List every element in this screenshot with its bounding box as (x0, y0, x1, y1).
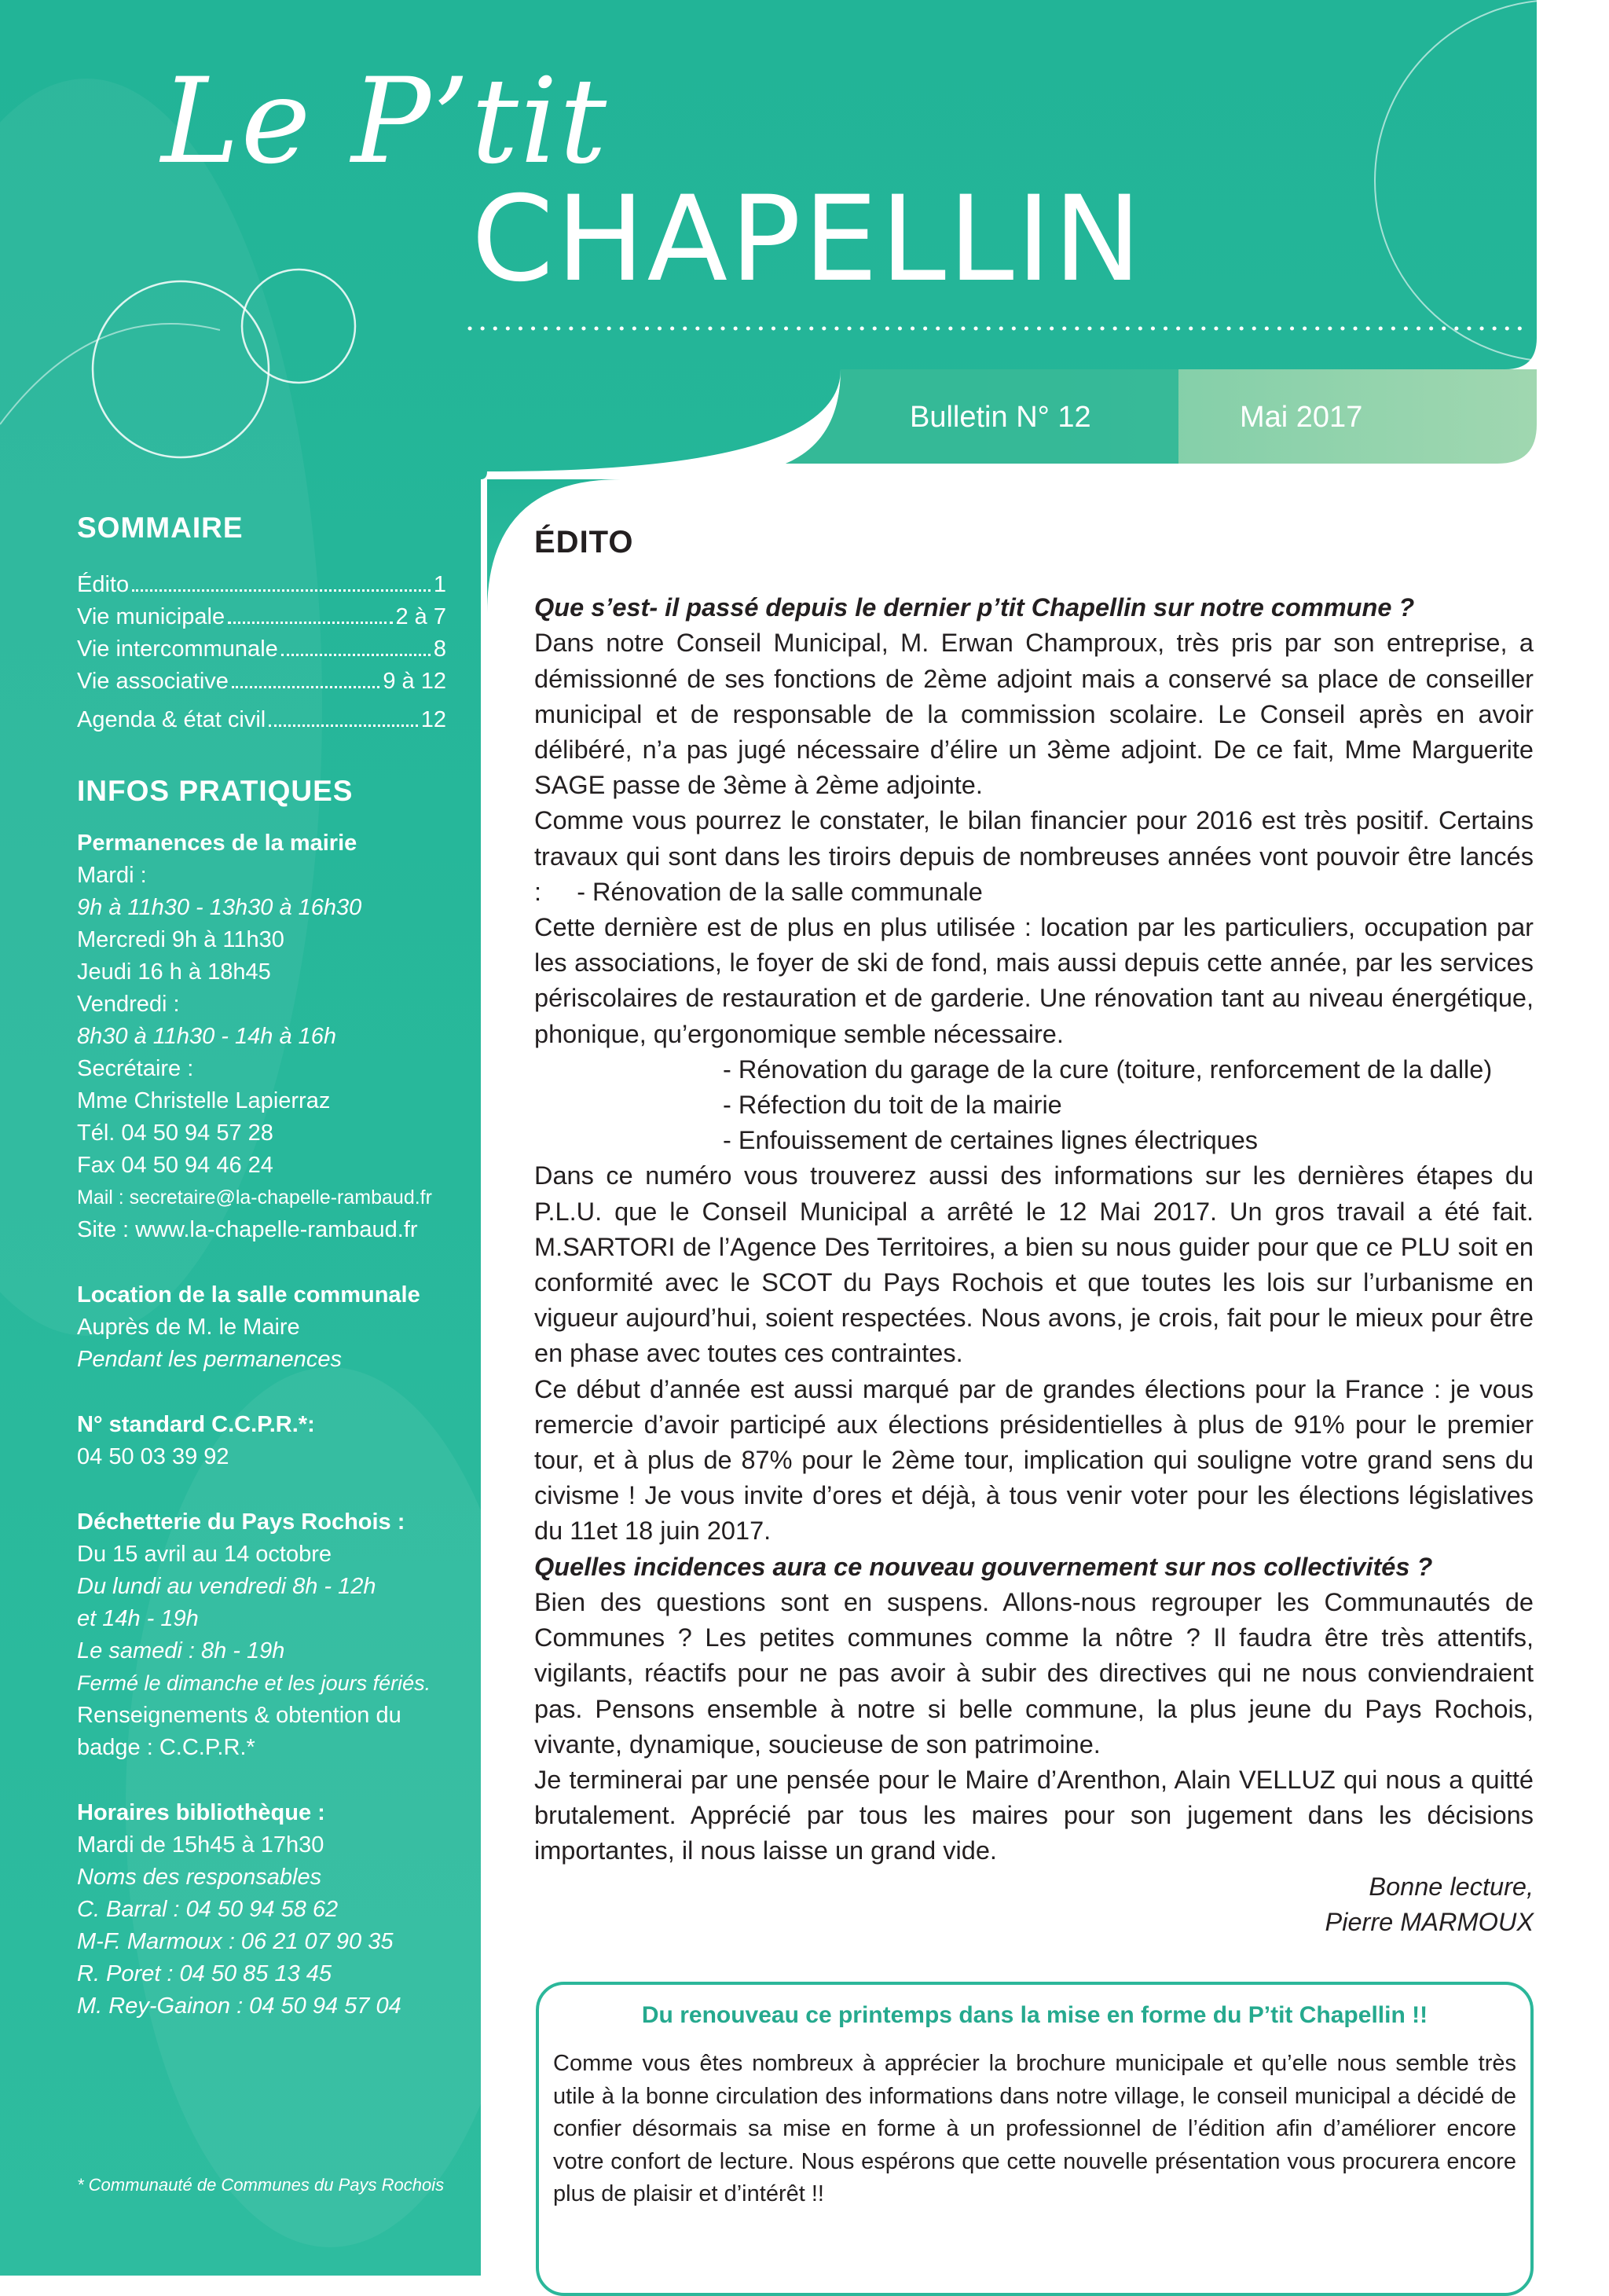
edito-paragraph: Ce début d’année est aussi marqué par de grandes élections pour la France : je vous remercie d’avoir participé aux élections présidentielles à plus de 91% pour le premier tour, et à plus de 87% pour le 2ème tour, implication qui souligne votre grand sens du civisme ! Je vous invite d’ores et déjà, à tous venir voter pour les élections législatives du 11et 18 juin 2017. (534, 1374, 1534, 1546)
email-link[interactable]: Mail : secretaire@la-chapelle-rambaud.fr (77, 1187, 432, 1209)
jeudi-hours: Jeudi 16 h à 18h45 (77, 959, 271, 985)
masthead-title: CHAPELLIN (471, 171, 1144, 308)
dechetterie-line: Fermé le dimanche et les jours fériés. (77, 1671, 431, 1695)
toc-label: Agenda & état civil (77, 707, 266, 732)
toc-item[interactable] (77, 601, 446, 633)
ccpr-section (77, 1409, 446, 1473)
dechetterie-line: Le samedi : 8h - 19h (77, 1638, 285, 1663)
salle-section (77, 1279, 446, 1376)
mercredi-hours: Mercredi 9h à 11h30 (77, 927, 284, 952)
edito-list-item: - Rénovation de la salle communale (577, 877, 983, 906)
toc-item[interactable] (77, 666, 446, 698)
edito-paragraph (534, 803, 1534, 910)
signature-greeting: Bonne lecture, (1369, 1872, 1534, 1901)
edito-list-item: - Enfouissement de certaines lignes électriques (723, 1126, 1259, 1155)
toc-page: 12 (420, 707, 446, 732)
sidebar (77, 509, 446, 2023)
bibliotheque-line: Noms des responsables (77, 1865, 322, 1890)
toc-item[interactable] (77, 569, 446, 601)
mardi-label: Mardi : (77, 863, 147, 888)
dechetterie-section (77, 1506, 446, 1764)
dechetterie-line: et 14h - 19h (77, 1606, 199, 1631)
issue-number: Bulletin N° 12 (910, 401, 1091, 434)
toc-leader (281, 654, 431, 656)
bibliotheque-line: C. Barral : 04 50 94 58 62 (77, 1897, 339, 1922)
dechetterie-line: Renseignements & obtention du (77, 1703, 401, 1728)
edito-question: Quelles incidences aura ce nouveau gouvernement sur nos collectivités ? (534, 1552, 1433, 1581)
announcement-box (536, 1982, 1534, 2296)
toc-leader (132, 589, 431, 592)
edito-paragraph: Dans ce numéro vous trouverez aussi des informations sur les dernières étapes du P.L.U. que le Conseil Municipal a arrêté le 12 Mai 2017. Un gros travail a été fait. M.SARTORI de l’Agence Des Territoires, a bien su nous guider pour que ce PLU soit en conformité avec le SCOT du Pays Rochois et que toutes les lois sur l’urbanisme en vigueur aujourd’hui, soient respectées. Nous avons, je crois, fait pour le mieux pour être en phase avec toutes ces contraintes. (534, 1161, 1534, 1368)
toc-leader (228, 622, 392, 624)
infos-heading: INFOS PRATIQUES (77, 775, 354, 807)
bibliotheque-line: M. Rey-Gainon : 04 50 94 57 04 (77, 1993, 401, 2019)
bibliotheque-line: Mardi de 15h45 à 17h30 (77, 1832, 324, 1858)
edito-paragraph-text: Comme vous pourrez le constater, le bilan financier pour 2016 est très positif. Certains travaux qui sont dans les tiroirs depuis de nombreuses années vont pouvoir être lancés : (534, 806, 1534, 906)
mairie-section (77, 827, 446, 1246)
fax-number: Fax 04 50 94 46 24 (77, 1153, 273, 1178)
salle-title: Location de la salle communale (77, 1282, 420, 1308)
sommaire-heading: SOMMAIRE (77, 512, 244, 544)
edito-heading: ÉDITO (534, 525, 634, 559)
dechetterie-title: Déchetterie du Pays Rochois : (77, 1509, 405, 1535)
issue-date: Mai 2017 (1240, 401, 1363, 434)
edito-paragraph: Bien des questions sont en suspens. Allons-nous regrouper les Communautés de Communes ? Les petites communes comme la nôtre ? Il faudra être très attentifs, vigilants, réactifs pour ne pas avoir à subir des directives qui ne nous conviendraient pas. Pensons ensemble à notre si belle commune, la plus jeune du Pays Rochois, vivante, dynamique, soucieuse de son patrimoine. (534, 1587, 1534, 1759)
dechetterie-line: Du 15 avril au 14 octobre (77, 1542, 332, 1567)
announcement-body: Comme vous êtes nombreux à apprécier la brochure municipale et qu’elle nous semble très utile à la bonne circulation des informations dans notre village, le conseil municipal a décidé de confier désormais sa mise en forme à un professionnel de l’édition afin d’améliorer encore votre confort de lecture. Nous espérons que cette nouvelle présentation vous procurera encore plus de plaisir et d’intérêt !! (553, 2051, 1516, 2206)
toc-page: 2 à 7 (395, 604, 446, 629)
edito-paragraph: Je terminerai par une pensée pour le Maire d’Arenthon, Alain VELLUZ qui nous a quitté brutalement. Apprécié par tous les maires pour son jugement dans les décisions importantes, il nous laisse un grand vide. (534, 1765, 1534, 1865)
edito-paragraph: Cette dernière est de plus en plus utilisée : location par les particuliers, occupation par les associations, le foyer de ski de fond, mais aussi depuis cette année, par les services périscolaires de restauration et de garderie. Une rénovation tant au niveau énergétique, phonique, qu’ergonomique semble nécessaire. (534, 913, 1534, 1048)
bibliotheque-line: R. Poret : 04 50 85 13 45 (77, 1961, 332, 1986)
bibliotheque-title: Horaires bibliothèque : (77, 1800, 325, 1825)
edito-article (534, 525, 1534, 1940)
footnote: * Communauté de Communes du Pays Rochois (77, 2175, 445, 2195)
mairie-title: Permanences de la mairie (77, 831, 357, 856)
table-of-contents (77, 569, 446, 736)
vendredi-label: Vendredi : (77, 992, 180, 1017)
toc-label: Vie intercommunale (77, 636, 278, 662)
dechetterie-line: badge : C.C.P.R.* (77, 1735, 255, 1760)
bibliotheque-section (77, 1797, 446, 2023)
edito-question: Que s’est- il passé depuis le dernier p’tit Chapellin sur notre commune ? (534, 593, 1415, 622)
toc-leader (232, 686, 379, 688)
secretaire-name: Mme Christelle Lapierraz (77, 1088, 331, 1113)
toc-label: Vie municipale (77, 604, 225, 629)
phone-number: Tél. 04 50 94 57 28 (77, 1120, 273, 1146)
salle-contact: Auprès de M. le Maire (77, 1315, 300, 1340)
announcement-title: Du renouveau ce printemps dans la mise en forme du P’tit Chapellin !! (641, 2002, 1428, 2028)
toc-page: 8 (433, 636, 446, 662)
dechetterie-line: Du lundi au vendredi 8h - 12h (77, 1574, 376, 1599)
masthead-script-title: Le P’tit (161, 53, 609, 190)
bibliotheque-line: M-F. Marmoux : 06 21 07 90 35 (77, 1929, 394, 1954)
ccpr-number: 04 50 03 39 92 (77, 1444, 229, 1469)
edito-list-item: - Réfection du toit de la mairie (723, 1091, 1062, 1120)
ccpr-title: N° standard C.C.P.R.*: (77, 1412, 315, 1437)
secretaire-label: Secrétaire : (77, 1056, 194, 1081)
toc-label: Édito (77, 572, 130, 597)
mardi-hours: 9h à 11h30 - 13h30 à 16h30 (77, 895, 362, 920)
toc-page: 9 à 12 (383, 669, 446, 694)
toc-leader (269, 724, 418, 727)
edito-paragraph: Dans notre Conseil Municipal, M. Erwan Champroux, très pris par son entreprise, a démissionné de ses fonctions de 2ème adjoint mais a conservé sa place de conseiller municipal et de responsable de la commission scolaire. Le Conseil après en avoir délibéré, n’a pas jugé nécessaire d’élire un 3ème adjoint. De ce fait, Mme Marguerite SAGE passe de 3ème à 2ème adjointe. (534, 629, 1534, 800)
toc-page: 1 (433, 572, 446, 597)
edito-list-item: - Rénovation du garage de la cure (toiture, renforcement de la dalle) (723, 1054, 1493, 1084)
toc-item[interactable] (77, 704, 446, 736)
signature-name: Pierre MARMOUX (1325, 1907, 1534, 1936)
website-link[interactable]: Site : www.la-chapelle-rambaud.fr (77, 1217, 418, 1242)
toc-label: Vie associative (77, 669, 229, 694)
toc-item[interactable] (77, 633, 446, 666)
vendredi-hours: 8h30 à 11h30 - 14h à 16h (77, 1024, 337, 1049)
salle-hours: Pendant les permanences (77, 1347, 342, 1372)
